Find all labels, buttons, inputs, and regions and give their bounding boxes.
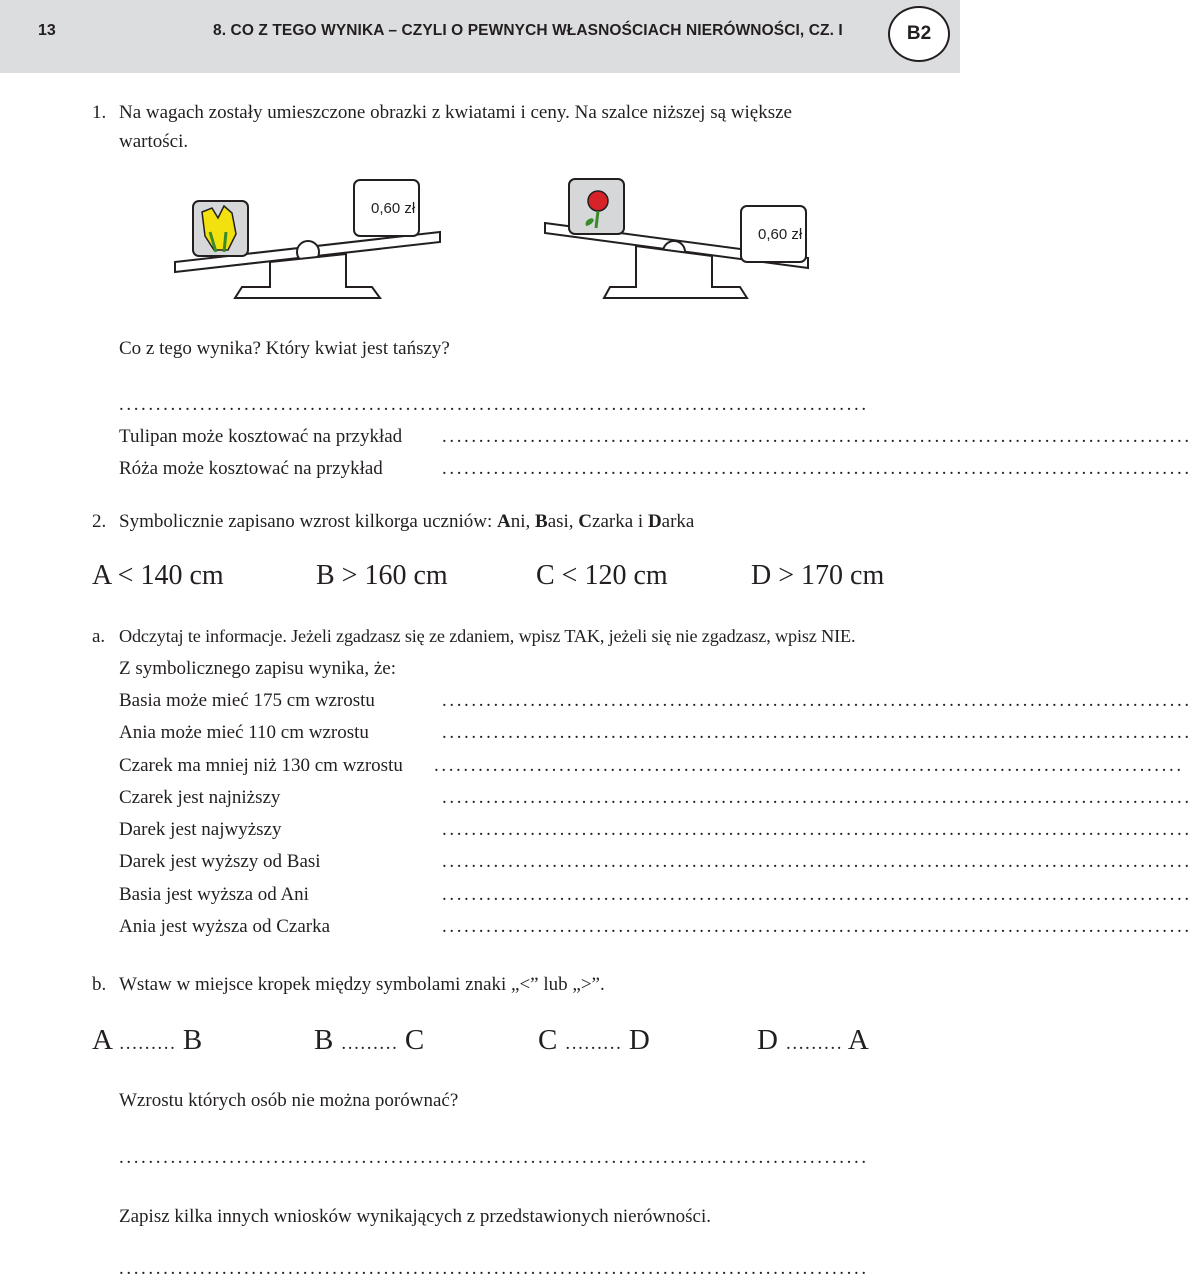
compare-answer[interactable]: ...................................................................................................... — [119, 1147, 869, 1168]
rose-price-answer[interactable]: ...................................................................................................... — [442, 458, 1192, 479]
conclusions-question: Zapisz kilka innych wniosków wynikających z przedstawionych nierówności. — [119, 1206, 712, 1227]
task1-text-line1: Na wagach zostały umieszczone obrazki z kwiatami i ceny. Na szalce niższej są większe — [119, 102, 792, 123]
answer-line-1[interactable]: ...................................................................................................... — [119, 394, 869, 415]
inequality-c: C < 120 cm — [536, 560, 668, 591]
statement-7-answer[interactable]: ...................................................................................................... — [442, 884, 1192, 905]
pair-1-gap[interactable]: ……… — [118, 1033, 176, 1054]
page-number: 13 — [38, 22, 56, 39]
pair-2: B ……… C — [314, 1024, 425, 1056]
pair-4-gap[interactable]: ……… — [785, 1033, 843, 1054]
pair-3-gap[interactable]: ……… — [564, 1033, 622, 1054]
part-a-label: a. — [92, 626, 106, 647]
right-price-label: 0,60 zł — [758, 226, 803, 243]
task2-number: 2. — [92, 511, 107, 532]
tulip-price-label: Tulipan może kosztować na przykład — [119, 426, 403, 447]
part-b-instruction: Wstaw w miejsce kropek między symbolami znaki „<” lub „>”. — [119, 974, 605, 995]
tulip-price-answer[interactable]: ...................................................................................................... — [442, 426, 1192, 447]
task2-intro: Symbolicznie zapisano wzrost kilkorga uczniów: Ani, Basi, Czarka i Darka — [119, 511, 695, 532]
statement-2: Ania może mieć 110 cm wzrostu — [119, 722, 369, 743]
pair-4: D ……… A — [757, 1024, 869, 1056]
conclusions-answer[interactable]: ...................................................................................................... — [119, 1258, 869, 1279]
part-a-instruction: Odczytaj te informacje. Jeżeli zgadzasz się ze zdaniem, wpisz TAK, jeżeli się nie zgadzasz, wpisz NIE. — [119, 626, 856, 646]
statement-4-answer[interactable]: ...................................................................................................... — [442, 787, 1192, 808]
statement-8-answer[interactable]: ...................................................................................................... — [442, 916, 1192, 937]
task1-number: 1. — [92, 102, 107, 123]
statement-2-answer[interactable]: ...................................................................................................... — [442, 722, 1192, 743]
statement-3-answer[interactable]: ...................................................................................................... — [434, 755, 1184, 776]
level-badge: B2 — [888, 6, 950, 62]
statement-4: Czarek jest najniższy — [119, 787, 281, 808]
task1-text-line2: wartości. — [119, 131, 189, 152]
statement-6-answer[interactable]: ...................................................................................................... — [442, 851, 1192, 872]
statement-7: Basia jest wyższa od Ani — [119, 884, 309, 905]
statement-3: Czarek ma mniej niż 130 cm wzrostu — [119, 755, 403, 776]
chapter-title: 8. CO Z TEGO WYNIKA – CZYLI O PEWNYCH WŁASNOŚCIACH NIERÓWNOŚCI, CZ. I — [213, 22, 843, 39]
left-price-label: 0,60 zł — [371, 200, 416, 217]
pair-1: A ……… B — [92, 1024, 203, 1056]
statement-6: Darek jest wyższy od Basi — [119, 851, 321, 872]
pair-3: C ……… D — [538, 1024, 650, 1056]
compare-question: Wzrostu których osób nie można porównać? — [119, 1090, 459, 1111]
statement-8: Ania jest wyższa od Czarka — [119, 916, 331, 937]
pair-2-gap[interactable]: ……… — [340, 1033, 398, 1054]
inequality-d: D > 170 cm — [751, 560, 885, 591]
task1-question: Co z tego wynika? Który kwiat jest tańszy? — [119, 338, 450, 359]
inequality-a: A < 140 cm — [92, 560, 224, 591]
part-a-subtitle: Z symbolicznego zapisu wynika, że: — [119, 658, 397, 679]
statement-1-answer[interactable]: ...................................................................................................... — [442, 690, 1192, 711]
part-b-label: b. — [92, 974, 107, 995]
rose-price-label: Róża może kosztować na przykład — [119, 458, 383, 479]
statement-5: Darek jest najwyższy — [119, 819, 282, 840]
balance-scales-illustration — [0, 0, 960, 340]
statement-1: Basia może mieć 175 cm wzrostu — [119, 690, 375, 711]
inequality-b: B > 160 cm — [316, 560, 448, 591]
statement-5-answer[interactable]: ...................................................................................................... — [442, 819, 1192, 840]
